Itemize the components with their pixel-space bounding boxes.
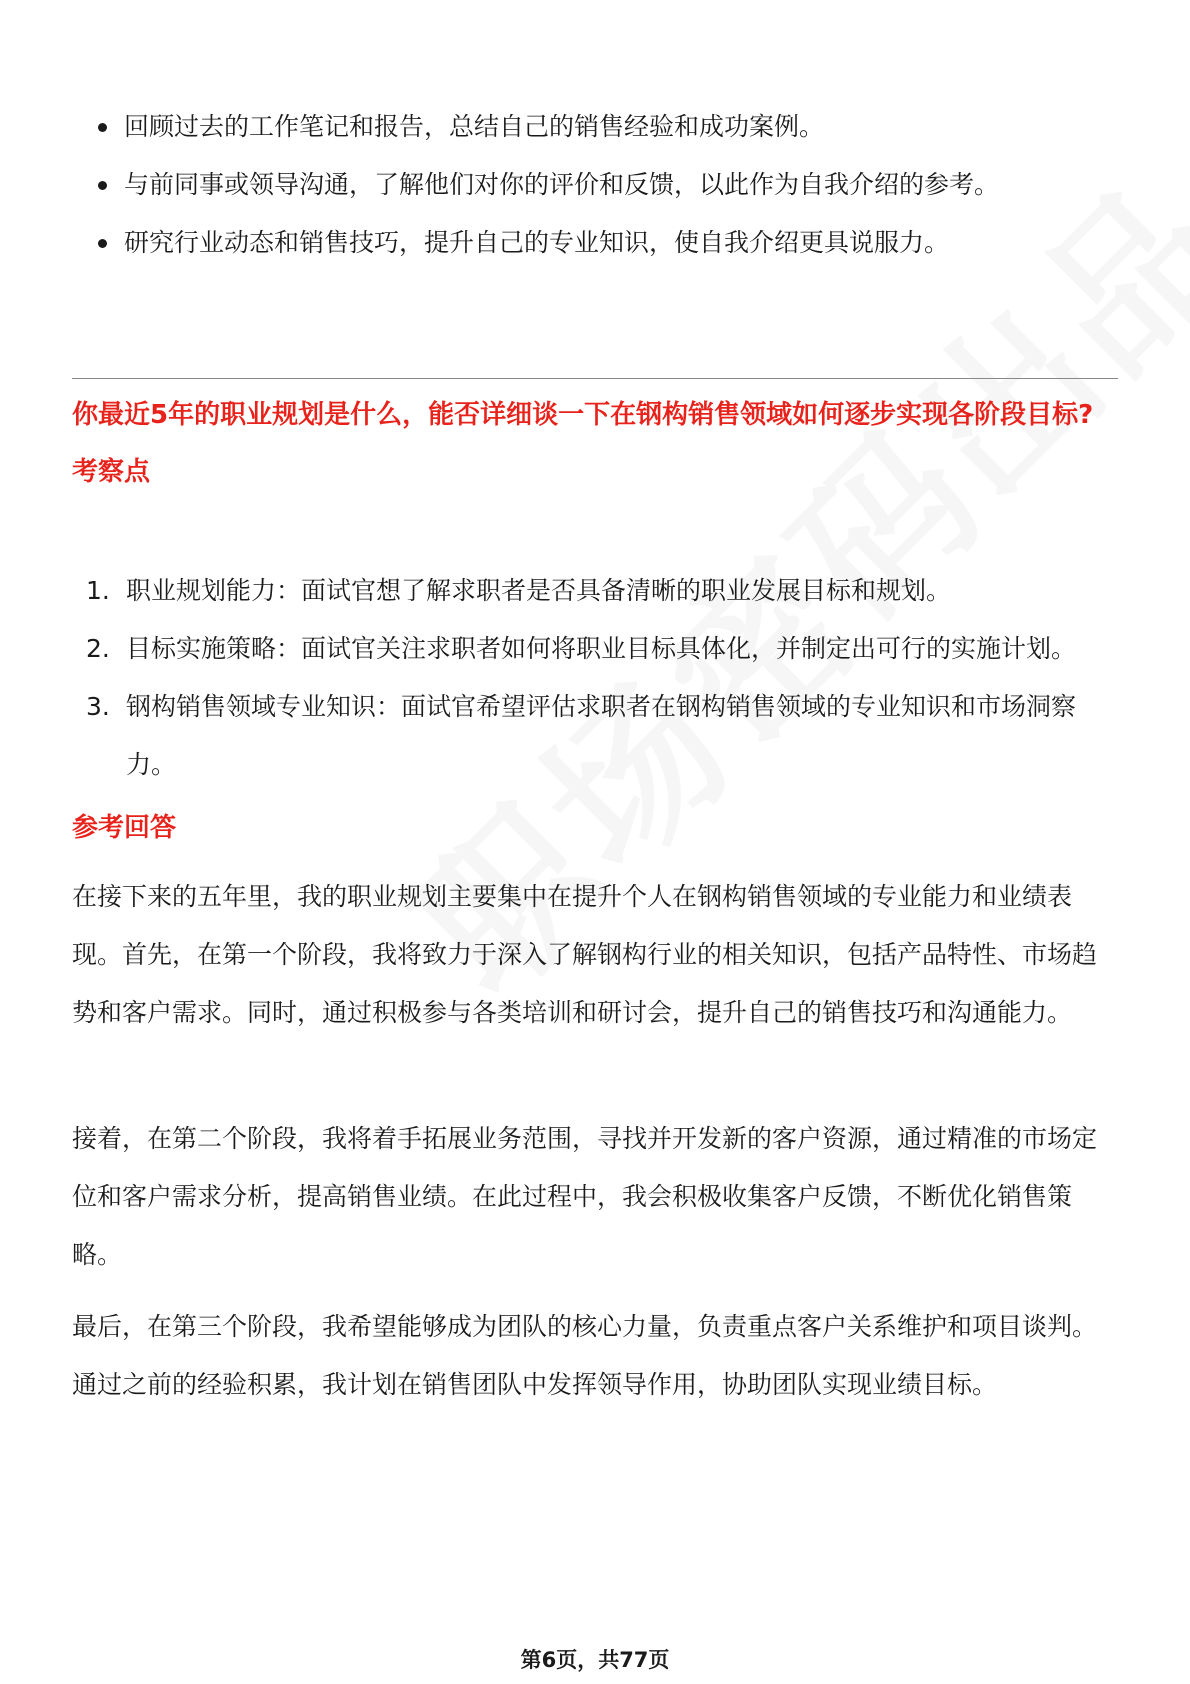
intro-bullet-list — [96, 98, 1096, 272]
list-item — [72, 562, 1118, 620]
list-item — [72, 620, 1118, 678]
question-heading: 你最近5年的职业规划是什么，能否详细谈一下在钢构销售领域如何逐步实现各阶段目标? — [72, 400, 1094, 430]
list-item — [96, 156, 1096, 214]
item-number: 1. — [86, 576, 110, 605]
item-number: 3. — [86, 692, 110, 721]
answer-title: 参考回答 — [72, 813, 177, 843]
item-text: 目标实施策略：面试官关注求职者如何将职业目标具体化，并制定出可行的实施计划。 — [126, 634, 1077, 663]
focus-title: 考察点 — [72, 457, 151, 487]
bullet-dot-icon — [98, 239, 107, 248]
bullet-dot-icon — [98, 181, 107, 190]
answer-paragraph: 最后，在第三个阶段，我希望能够成为团队的核心力量，负责重点客户关系维护和项目谈判。通过之前的经验积累，我计划在销售团队中发挥领导作用，协助团队实现业绩目标。 — [72, 1312, 1098, 1399]
bullet-text: 回顾过去的工作笔记和报告，总结自己的销售经验和成功案例。 — [124, 112, 825, 141]
list-item — [96, 98, 1096, 156]
bullet-text: 与前同事或领导沟通，了解他们对你的评价和反馈，以此作为自我介绍的参考。 — [124, 170, 1000, 199]
list-item — [72, 678, 1118, 794]
bullet-text: 研究行业动态和销售技巧，提升自己的专业知识，使自我介绍更具说服力。 — [124, 228, 950, 257]
item-text: 职业规划能力：面试官想了解求职者是否具备清晰的职业发展目标和规划。 — [126, 576, 952, 605]
focus-point-list — [72, 562, 1118, 794]
answer-paragraph: 在接下来的五年里，我的职业规划主要集中在提升个人在钢构销售领域的专业能力和业绩表现。首先，在第一个阶段，我将致力于深入了解钢构行业的相关知识，包括产品特性、市场趋势和客户需求。同时，通过积极参与各类培训和研讨会，提升自己的销售技巧和沟通能力。 — [72, 882, 1098, 1027]
answer-paragraph: 接着，在第二个阶段，我将着手拓展业务范围，寻找并开发新的客户资源，通过精准的市场定位和客户需求分析，提高销售业绩。在此过程中，我会积极收集客户反馈，不断优化销售策略。 — [72, 1124, 1098, 1269]
item-text: 钢构销售领域专业知识：面试官希望评估求职者在钢构销售领域的专业知识和市场洞察力。 — [126, 692, 1077, 779]
list-item — [96, 214, 1096, 272]
page-footer: 第6页，共77页 — [520, 1648, 670, 1672]
bullet-dot-icon — [98, 123, 107, 132]
section-divider — [72, 378, 1118, 379]
item-number: 2. — [86, 634, 110, 663]
